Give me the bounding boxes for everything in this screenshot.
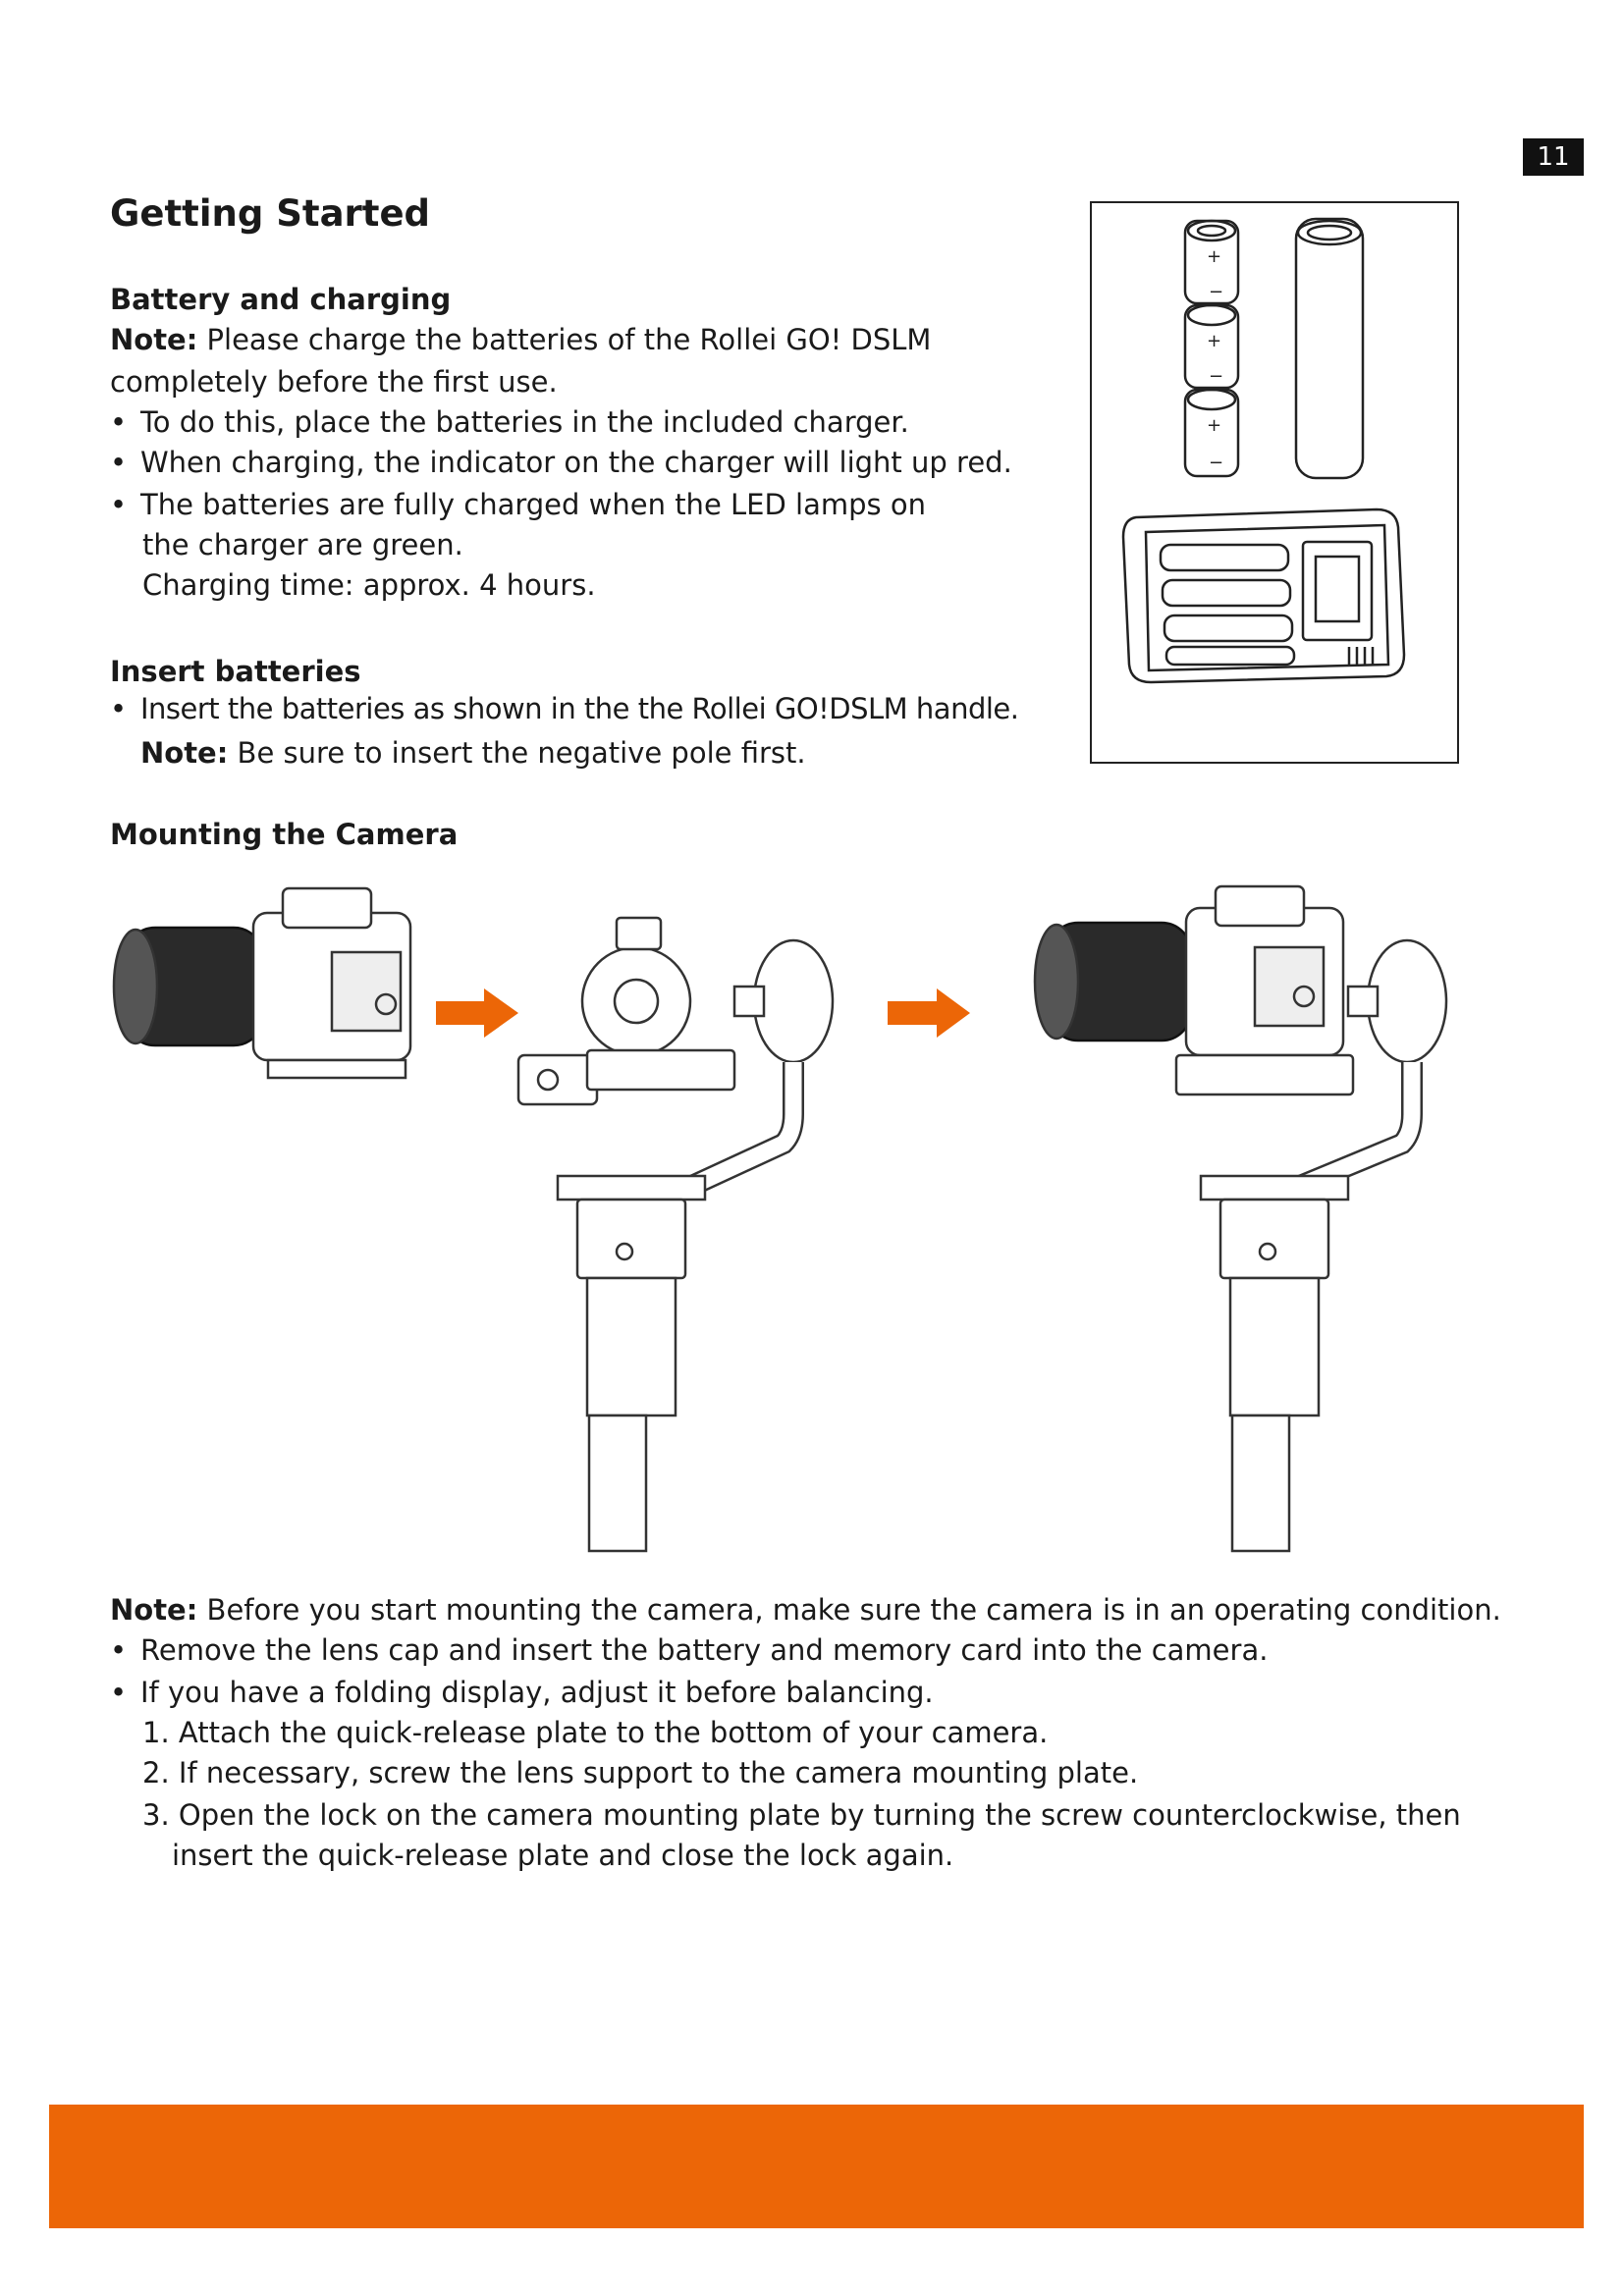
- camera-mounting-figure: [106, 879, 1471, 1566]
- mounting-note-text: Before you start mounting the camera, make sure the camera is in an operating condition.: [206, 1593, 1501, 1627]
- battery-note-line2: completely before the first use.: [110, 365, 558, 399]
- svg-text:−: −: [1209, 366, 1224, 387]
- footer-bar: [49, 2105, 1584, 2228]
- mounted-camera-icon: [1035, 886, 1446, 1551]
- svg-text:−: −: [1209, 453, 1224, 473]
- battery-bullet-3-cont1: the charger are green.: [142, 528, 463, 561]
- svg-text:+: +: [1207, 331, 1222, 351]
- battery-bullet-3-cont2: Charging time: approx. 4 hours.: [142, 568, 596, 602]
- mounting-bullet-2: • If you have a folding display, adjust it before balancing.: [140, 1673, 934, 1713]
- charger-icon: [1123, 509, 1404, 682]
- battery-note-label: Note:: [110, 323, 198, 356]
- insert-note-text: Be sure to insert the negative pole first.: [237, 736, 806, 770]
- mounting-heading: Mounting the Camera: [110, 818, 459, 851]
- svg-text:+: +: [1207, 246, 1222, 267]
- battery-note: [110, 320, 931, 360]
- battery-heading: Battery and charging: [110, 283, 452, 316]
- battery-bullet-2: • When charging, the indicator on the charger will light up red.: [140, 443, 1012, 483]
- battery-note-line1: Please charge the batteries of the Rollei GO! DSLM: [206, 323, 932, 356]
- insert-note-label: Note:: [140, 736, 229, 770]
- gimbal-icon: [518, 918, 833, 1551]
- svg-text:+: +: [1207, 415, 1222, 436]
- insert-bullet: • Insert the batteries as shown in the the Rollei GO!DSLM handle.: [140, 689, 1018, 729]
- arrow-icon: [436, 988, 518, 1038]
- arrow-icon: [888, 988, 970, 1038]
- svg-text:−: −: [1209, 282, 1224, 302]
- mounting-note-label: Note:: [110, 1593, 198, 1627]
- mounting-step-3-cont: insert the quick-release plate and close the lock again.: [172, 1839, 954, 1872]
- insert-heading: Insert batteries: [110, 655, 361, 688]
- camera-icon: [114, 888, 410, 1078]
- mounting-bullet-1: • Remove the lens cap and insert the battery and memory card into the camera.: [140, 1630, 1268, 1671]
- mounting-note: [110, 1590, 1501, 1630]
- mounting-step-2: 2. If necessary, screw the lens support to the camera mounting plate.: [142, 1756, 1139, 1789]
- battery-bullet-1: • To do this, place the batteries in the included charger.: [140, 402, 909, 443]
- battery-charger-figure: [1090, 201, 1459, 764]
- page-title: Getting Started: [110, 192, 431, 235]
- page-number: 11: [1523, 138, 1584, 176]
- insert-note: [140, 733, 806, 774]
- mounting-step-3: 3. Open the lock on the camera mounting plate by turning the screw counterclockwise, then: [142, 1798, 1461, 1832]
- long-battery-icon: [1296, 219, 1363, 478]
- battery-cells-icon: [1185, 221, 1238, 476]
- mounting-step-1: 1. Attach the quick-release plate to the bottom of your camera.: [142, 1716, 1049, 1749]
- battery-bullet-3: • The batteries are fully charged when the LED lamps on: [140, 485, 926, 525]
